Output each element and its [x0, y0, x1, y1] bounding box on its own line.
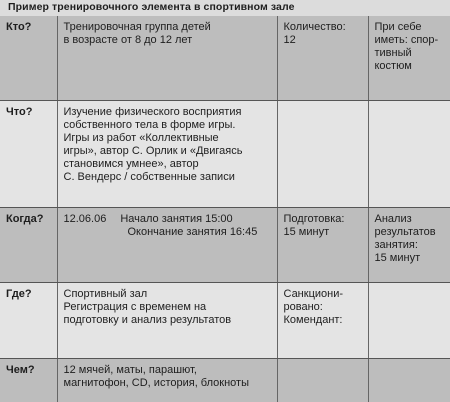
- table-row-what: [0, 100, 450, 207]
- schedule-line: [64, 213, 271, 226]
- text-line: становимся умнее», автор: [63, 157, 199, 170]
- with-what-col4-empty: [368, 358, 450, 402]
- table-row-who: [0, 16, 450, 100]
- text-line: Комендант:: [283, 313, 343, 326]
- with-what-materials: [57, 358, 277, 402]
- table-row-where: [0, 282, 450, 358]
- text-line: Санкциони-: [283, 287, 344, 300]
- text-line: тивный: [374, 47, 412, 59]
- text-line: занятия:: [374, 238, 418, 251]
- text-line: собственного тела в форме игры.: [63, 118, 236, 131]
- text-line: игры», автор С. Орлик и «Двигаясь: [63, 144, 243, 157]
- text-line: Игры из работ «Коллективные: [63, 131, 219, 144]
- who-equipment: [368, 16, 450, 100]
- text-line: магнитофон, CD, история, блокноты: [63, 376, 249, 389]
- row-label-what: Что?: [0, 100, 57, 207]
- text-line: Подготовка:: [283, 212, 345, 225]
- row-label-when: Когда?: [0, 207, 57, 282]
- text-line: в возрасте от 8 до 12 лет: [63, 34, 193, 46]
- text-line: результатов: [374, 225, 436, 238]
- table-row-when: [0, 207, 450, 282]
- start-time: Начало занятия 15:00: [120, 212, 233, 225]
- who-count: [277, 16, 368, 100]
- table-row-with-what: [0, 358, 450, 402]
- what-col3-empty: [277, 100, 368, 207]
- when-preparation: [277, 207, 368, 282]
- row-label-where: Где?: [0, 282, 57, 358]
- where-approval: [277, 282, 368, 358]
- text-line: При себе: [374, 21, 422, 33]
- text-line: 12 мячей, маты, парашют,: [63, 363, 197, 376]
- row-label-with-what: Чем?: [0, 358, 57, 402]
- page-title: Пример тренировочного элемента в спортивном зале: [8, 1, 295, 13]
- text-line: ровано:: [283, 300, 323, 313]
- when-analysis: [368, 207, 450, 282]
- with-what-col3-empty: [277, 358, 368, 402]
- where-col4-empty: [368, 282, 450, 358]
- text-line: 15 минут: [283, 225, 330, 238]
- text-line: иметь: спор-: [374, 34, 439, 46]
- text-line: костюм: [374, 60, 412, 72]
- who-description: [57, 16, 277, 100]
- when-schedule: [57, 207, 277, 282]
- text-line: подготовку и анализ результатов: [63, 313, 232, 326]
- end-time: Окончание занятия 16:45: [127, 225, 258, 238]
- text-line: Тренировочная группа детей: [63, 21, 211, 33]
- row-label-who: Кто?: [0, 16, 57, 100]
- training-plan-table: [0, 16, 450, 402]
- text-line: Спортивный зал: [63, 287, 148, 300]
- text-line: С. Вендерс / собственные записи: [63, 170, 235, 183]
- what-col4-empty: [368, 100, 450, 207]
- date: 12.06.06: [63, 212, 107, 225]
- text-line: Анализ: [374, 212, 412, 225]
- text-line: Регистрация с временем на: [63, 300, 207, 313]
- text-line: Количество:: [283, 21, 346, 33]
- what-description: [57, 100, 277, 207]
- text-line: Изучение физического восприятия: [63, 105, 242, 118]
- where-description: [57, 282, 277, 358]
- text-line: 12: [283, 34, 296, 46]
- text-line: 15 минут: [374, 251, 421, 264]
